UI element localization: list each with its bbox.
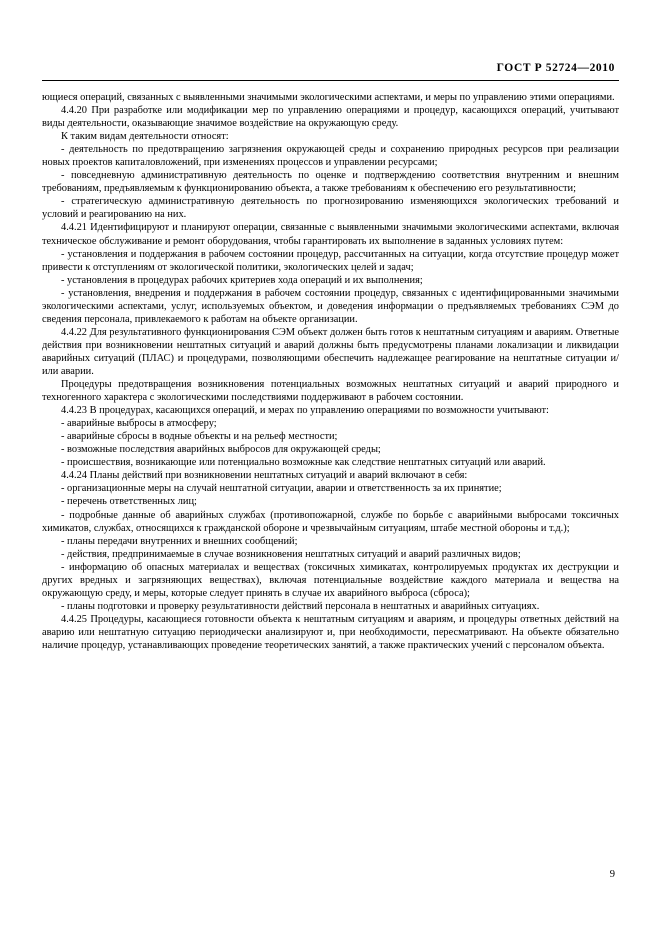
paragraph: - происшествия, возникающие или потенциально возможные как следствие нештатных ситуаций или аварий. <box>61 457 546 469</box>
paragraph: - деятельность по предотвращению загрязнения окружающей среды и сохранению природных ресурсов при реализации новых проектов капиталовложений, при изменениях процессов и управлении ресурсами; <box>42 144 619 169</box>
page-number: 9 <box>609 869 615 880</box>
paragraph: - установления, внедрения и поддержания в рабочем состоянии процедур, связанных с идентифицированными значимыми экологическими аспектами, услуг, используемых объектом, и доведения информации о предъявляемых требованиях СЭМ до сведения персонала, привлекаемого к работам на объекте организации. <box>42 287 619 325</box>
paragraph: - повседневную административную деятельность по оценке и подтверждению соответствия внутренним и внешним требованиям, предъявляемым к функционированию объекта, а также требованиям к обеспечению его результативности; <box>42 170 619 195</box>
paragraph: К таким видам деятельности относят: <box>61 131 229 143</box>
paragraph: 4.4.22 Для результативного функционирования СЭМ объект должен быть готов к нештатным ситуациям и авариям. Ответные действия при возникновении нештатных ситуаций и аварий должны быть предусмотрены планами локализации и ликвидации аварийных ситуаций (ПЛАС) и процедурами, позволяющими обеспечить надлежащее реагирование на нештатные ситуации и/или аварии. <box>42 326 619 377</box>
paragraph: - аварийные сбросы в водные объекты и на рельеф местности; <box>61 431 338 443</box>
paragraph: - перечень ответственных лиц; <box>61 496 197 508</box>
header-divider <box>42 80 619 81</box>
paragraph: - информацию об опасных материалах и веществах (токсичных химикатах, контролируемых продуктах их деструкции и других вредных и загрязняющих веществах), включая потенциальные воздействие каждого материала и вещества на окружающую среду, и меры, которые следует принять в случае их аварийного выброса (сброса); <box>42 561 619 599</box>
paragraph: 4.4.23 В процедурах, касающихся операций, и мерах по управлению операциями по возможности учитывают: <box>61 405 549 417</box>
paragraph: 4.4.25 Процедуры, касающиеся готовности объекта к нештатным ситуациям и авариям, и процедуры ответных действий на аварию или нештатную ситуацию периодически анализируют и, при необходимости, пересматривают. На объекте обязательно наличие процедур, устанавливающих проведение теоретических занятий, а также практических учений с персоналом объекта. <box>42 613 619 651</box>
paragraph: - планы подготовки и проверку результативности действий персонала в нештатных и аварийных ситуациях. <box>61 600 540 612</box>
paragraph: 4.4.21 Идентифицируют и планируют операции, связанные с выявленными значимыми экологическими аспектами, включая техническое обслуживание и ремонт оборудования, чтобы гарантировать их выполнение в заданных условиях путем: <box>42 222 619 247</box>
page-header: ГОСТ Р 52724—2010 <box>496 62 615 74</box>
document-body <box>42 91 619 652</box>
paragraph: ющиеся операций, связанных с выявленными значимыми экологическими аспектами, и меры по управлению этими операциями. <box>42 92 615 103</box>
paragraph: - действия, предпринимаемые в случае возникновения нештатных ситуаций и аварий различных видов; <box>61 548 521 560</box>
paragraph: - аварийные выбросы в атмосферу; <box>61 418 217 430</box>
paragraph: - установления в процедурах рабочих критериев хода операций и их выполнения; <box>61 274 423 286</box>
paragraph: - планы передачи внутренних и внешних сообщений; <box>61 535 298 547</box>
paragraph: - стратегическую административную деятельность по прогнозированию изменяющихся экологических требований и условий и реагированию на них. <box>42 196 619 221</box>
paragraph: - организационные меры на случай нештатной ситуации, аварии и ответственность за их принятие; <box>61 483 502 495</box>
paragraph: - подробные данные об аварийных службах (противопожарной, службе по борьбе с аварийными выбросами токсичных химикатов, службах, относящихся к гражданской обороне и чрезвычайным ситуациям, штабе местной обороны и т.д.); <box>42 509 619 534</box>
paragraph: 4.4.24 Планы действий при возникновении нештатных ситуаций и аварий включают в себя: <box>61 470 468 482</box>
paragraph: 4.4.20 При разработке или модификации мер по управлению операциями и процедур, касающихся операций, учитывают виды деятельности, оказывающие значимое воздействие на окружающую среду. <box>42 105 619 130</box>
paragraph: - возможные последствия аварийных выбросов для окружающей среды; <box>61 444 381 456</box>
paragraph: Процедуры предотвращения возникновения потенциальных возможных нештатных ситуаций и аварий природного и техногенного характера с экологическими последствиями поддерживают в рабочем состоянии. <box>42 379 619 404</box>
paragraph: - установления и поддержания в рабочем состоянии процедур, рассчитанных на ситуации, когда отсутствие процедур может привести к отступлениям от экологической политики, экологических целей и задач; <box>42 248 619 273</box>
